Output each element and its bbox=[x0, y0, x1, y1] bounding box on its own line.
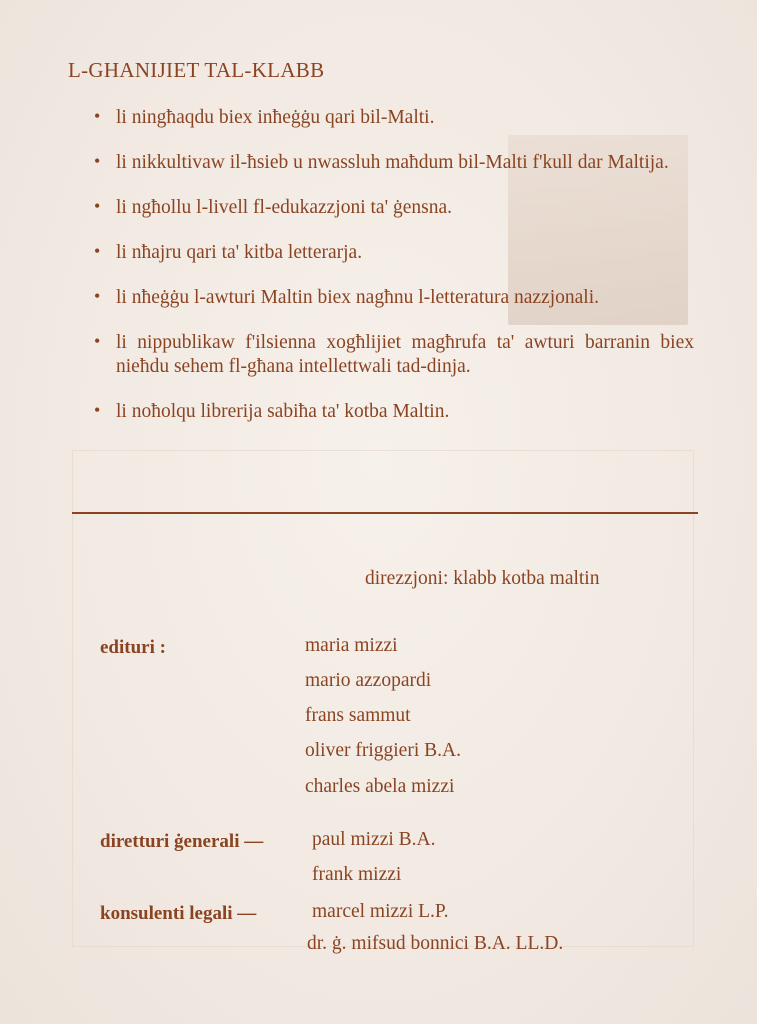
goal-item bbox=[94, 400, 694, 424]
direction-line: direzzjoni: klabb kotba maltin bbox=[365, 568, 600, 589]
director-name: paul mizzi B.A. bbox=[312, 829, 436, 850]
goal-text: li nħeġġu l-awturi Maltin biex nagħnu l-letteratura nazzjonali. bbox=[116, 287, 600, 308]
bullet-icon: • bbox=[94, 331, 101, 351]
legal-name: dr. ġ. mifsud bonnici B.A. LL.D. bbox=[307, 933, 564, 954]
goal-text: li ningħaqdu biex inħeġġu qari bil-Malti. bbox=[116, 107, 435, 128]
goal-item bbox=[94, 196, 694, 220]
editor-name: maria mizzi bbox=[305, 635, 398, 656]
editor-name: mario azzopardi bbox=[305, 670, 432, 691]
goal-text: li ngħollu l-livell fl-edukazzjoni ta' ġensna. bbox=[116, 197, 453, 218]
goal-item bbox=[94, 151, 694, 175]
goal-item bbox=[94, 331, 694, 379]
directors-label: diretturi ġenerali — bbox=[100, 831, 264, 852]
editor-name: oliver friggieri B.A. bbox=[305, 740, 461, 761]
legal-name: marcel mizzi L.P. bbox=[312, 901, 449, 922]
editor-name: charles abela mizzi bbox=[305, 776, 455, 797]
bullet-icon: • bbox=[94, 286, 101, 306]
goal-text: li nikkultivaw il-ħsieb u nwassluh maħdum bil-Malti f'kull dar Maltija. bbox=[116, 152, 669, 173]
goal-text: li noħolqu librerija sabiħa ta' kotba Maltin. bbox=[116, 401, 450, 422]
goals-list bbox=[94, 106, 694, 445]
editor-name: frans sammut bbox=[305, 705, 411, 726]
editors-label: edituri : bbox=[100, 637, 166, 658]
goal-text: li nippublikaw f'ilsienna xogħlijiet magħrufa ta' awturi barranin biex nieħdu sehem fl-għana intellettwali tad-dinja. bbox=[116, 332, 694, 377]
bullet-icon: • bbox=[94, 151, 101, 171]
goal-text: li nħajru qari ta' kitba letterarja. bbox=[116, 242, 363, 263]
goal-item bbox=[94, 286, 694, 310]
goal-item bbox=[94, 241, 694, 265]
page-heading: L-GHANIJIET TAL-KLABB bbox=[68, 58, 325, 82]
divider-rule bbox=[72, 512, 698, 514]
bullet-icon: • bbox=[94, 241, 101, 261]
goal-item bbox=[94, 106, 694, 130]
bullet-icon: • bbox=[94, 196, 101, 216]
bullet-icon: • bbox=[94, 400, 101, 420]
legal-label: konsulenti legali — bbox=[100, 903, 257, 924]
director-name: frank mizzi bbox=[312, 864, 402, 885]
bullet-icon: • bbox=[94, 106, 101, 126]
